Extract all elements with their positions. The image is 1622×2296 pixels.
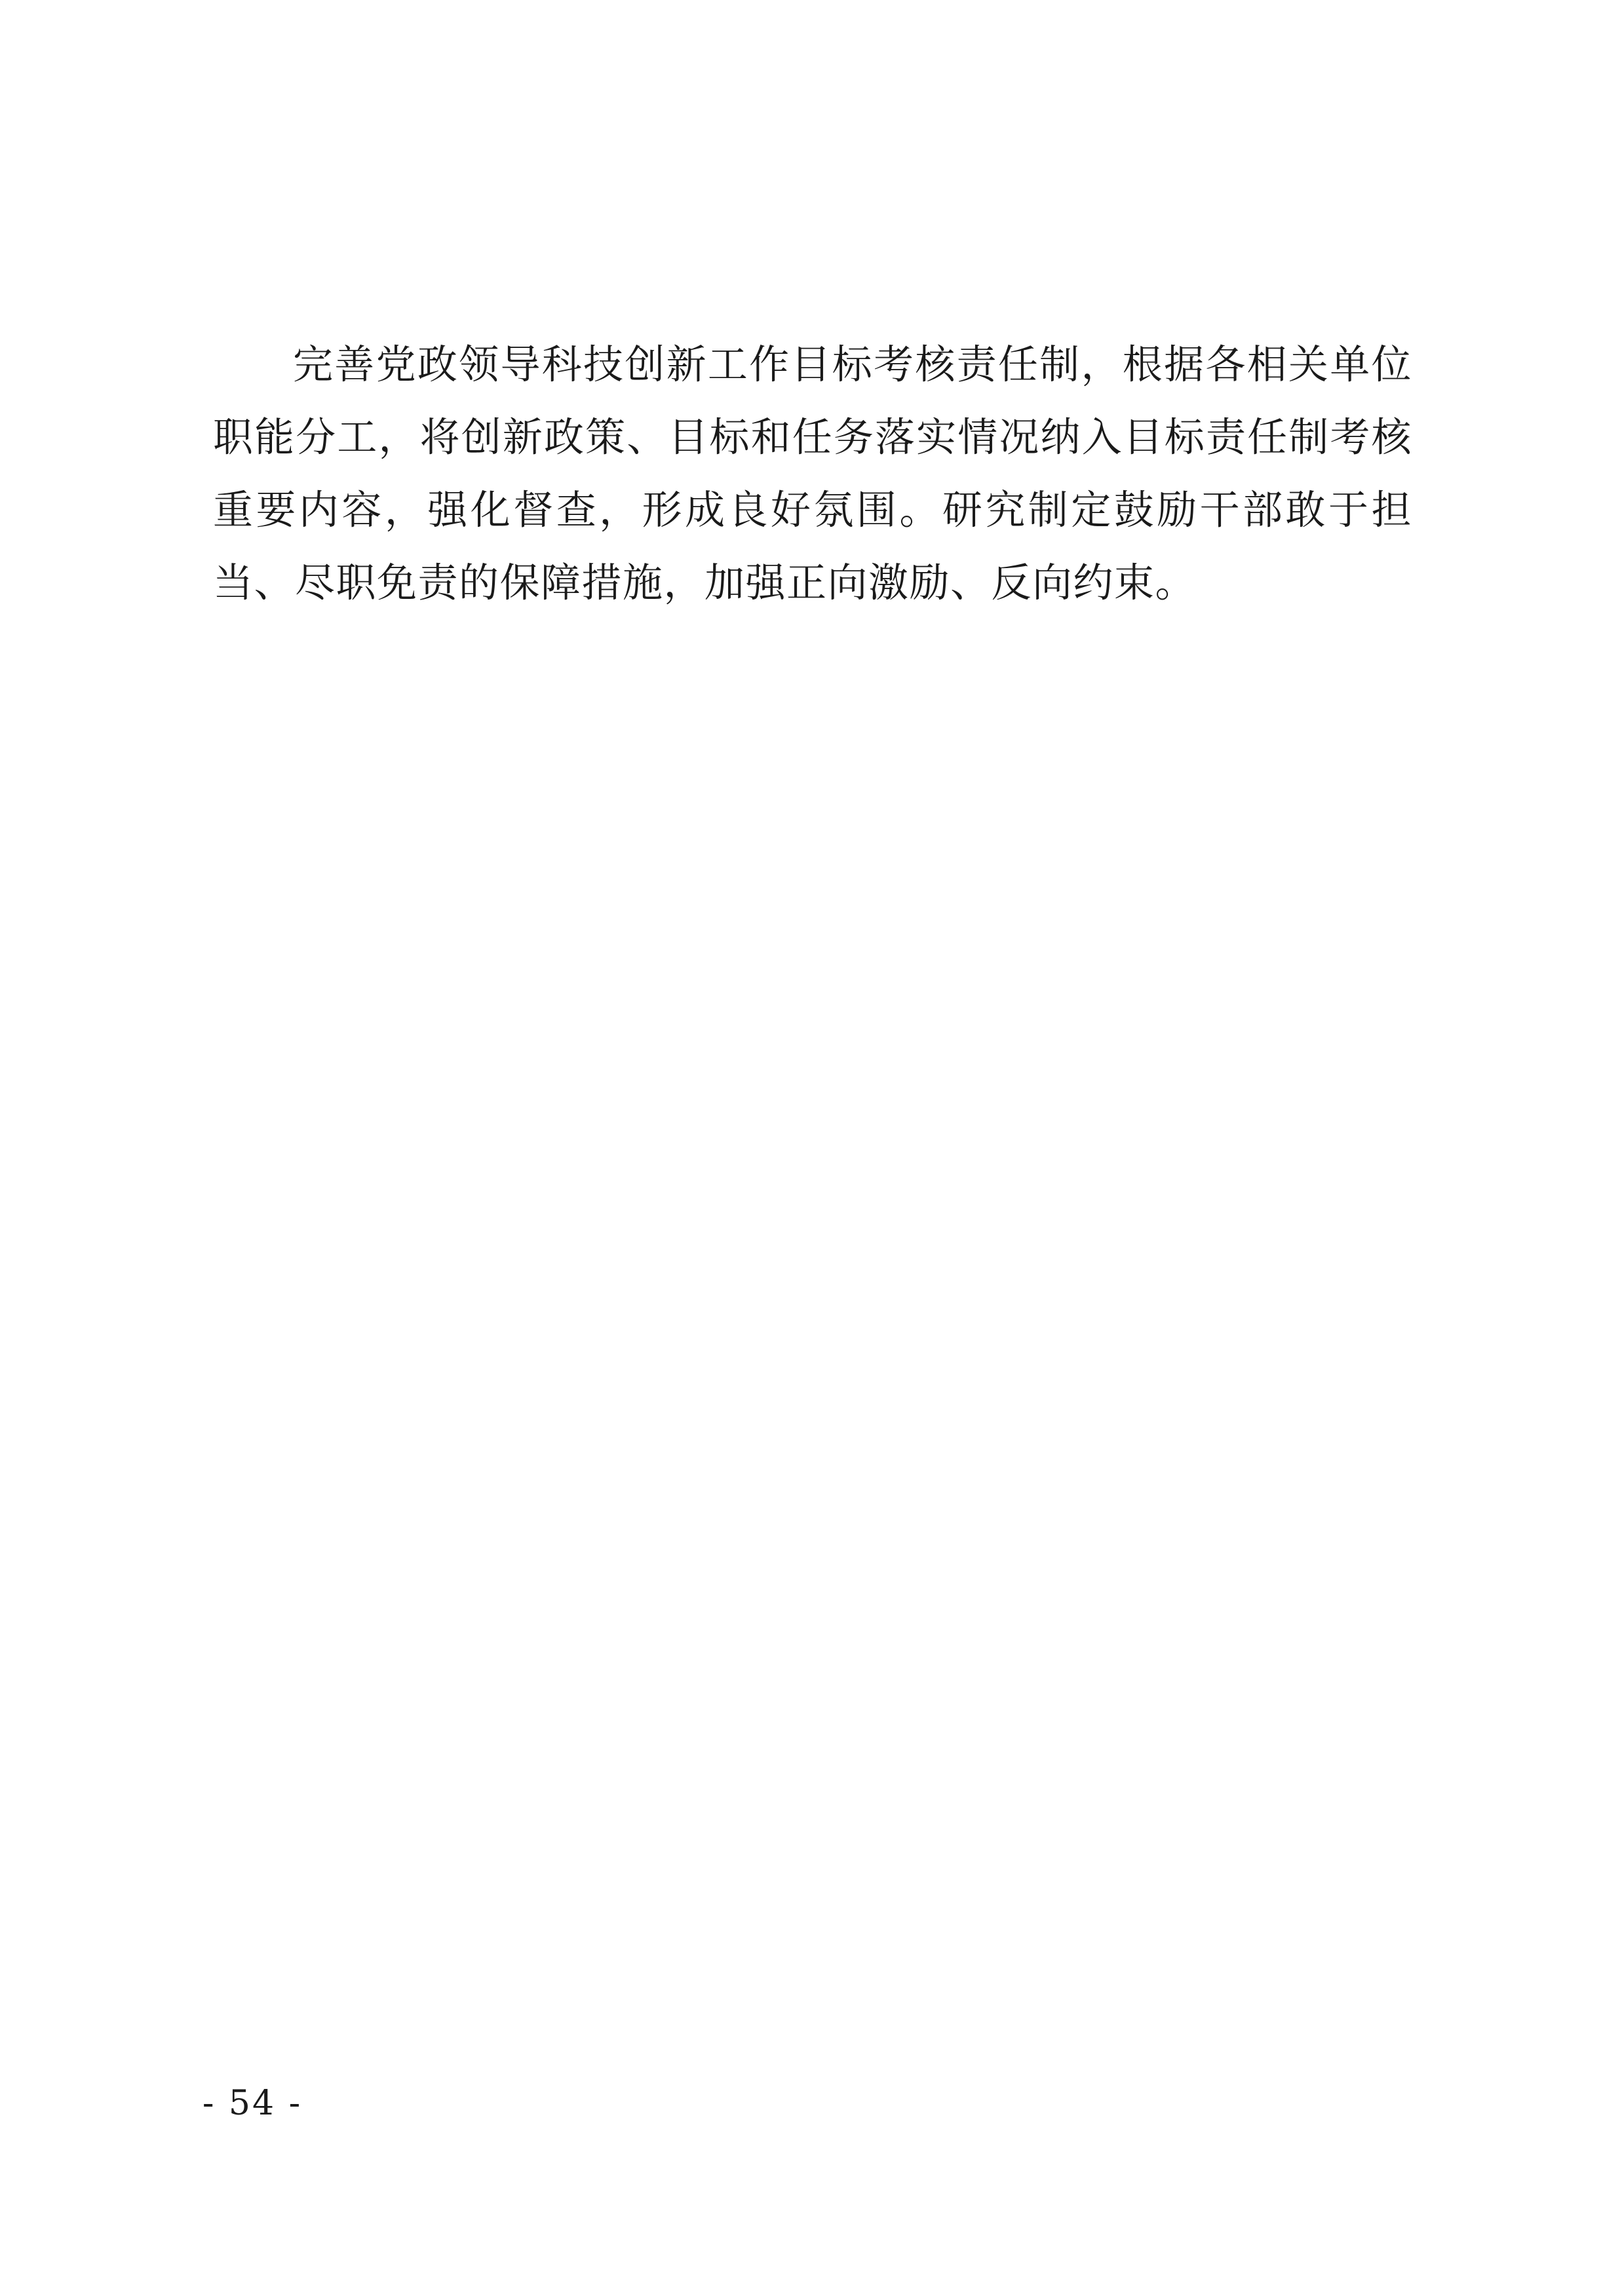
page-number-label: - 54 -	[202, 2084, 303, 2123]
body-paragraph: 完善党政领导科技创新工作目标考核责任制，根据各相关单位职能分工，将创新政策、目标和任务落实情况纳入目标责任制考核重要内容，强化督查，形成良好氛围。研究制定鼓励干部敢于担当、尽职免责的保障措施，加强正向激励、反向约束。	[213, 341, 1412, 606]
page-footer	[0, 2084, 1622, 2123]
